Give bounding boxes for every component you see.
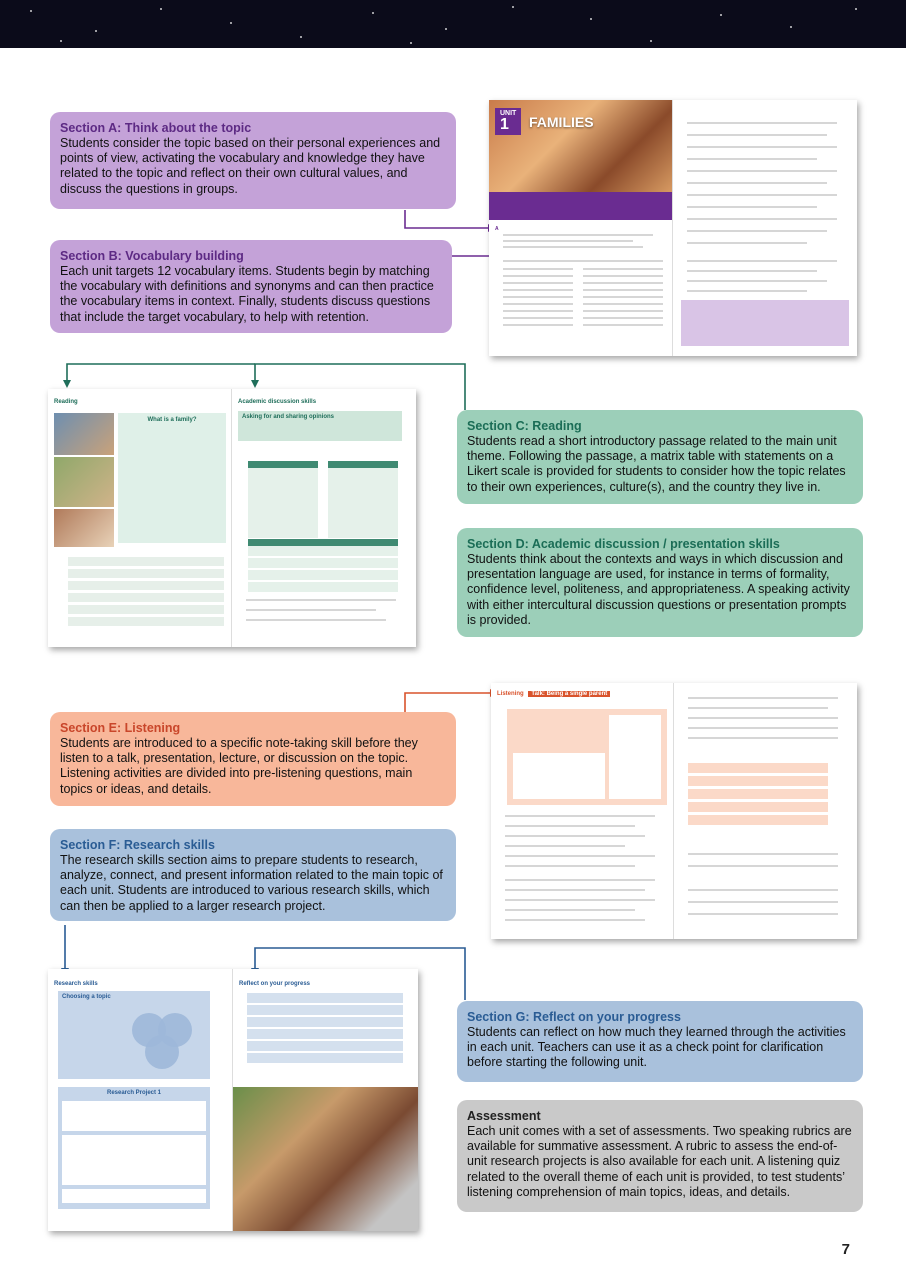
section-f-title: Section F: Research skills <box>60 838 215 852</box>
reading-photo-2 <box>54 457 114 507</box>
section-a-body: Students consider the topic based on their personal experiences and points of view, activating the vocabulary and knowledge they have related to the topic and reflect on their own cultural values, and discuss the questions in groups. <box>60 136 441 196</box>
connector-c2 <box>67 364 255 384</box>
section-c-box <box>457 410 863 504</box>
section-c-body: Students read a short introductory passage related to the main unit theme. Following the passage, a matrix table with statements on a Likert scale is provided for students to consider how the topic relates to their own experiences, culture(s), and the country they live in. <box>467 434 846 494</box>
expressions-table <box>248 539 398 592</box>
listening-spread-thumbnail <box>491 683 857 939</box>
research-reflect-spread-thumbnail <box>48 969 418 1231</box>
outlining-diagram <box>609 715 661 799</box>
unit-title: FAMILIES <box>529 114 594 130</box>
discussion-page <box>232 389 416 647</box>
note-taking-box <box>507 709 667 805</box>
section-c-title: Section C: Reading <box>467 419 582 433</box>
project-step-1 <box>62 1101 206 1131</box>
reading-header: Reading <box>54 399 78 405</box>
reading-photo-3 <box>54 509 114 547</box>
project-step-3 <box>62 1189 206 1203</box>
connector-e <box>405 693 492 712</box>
main-skills-band <box>489 192 672 220</box>
unit-badge <box>495 108 521 135</box>
think-header: A <box>495 226 499 232</box>
section-f-body: The research skills section aims to prepare students to research, analyze, connect, and present information related to the main topic of each unit. Students are introduced to various research skills, which can then be applied to a larger research project. <box>60 853 443 913</box>
sharing-opinions-column <box>328 461 398 538</box>
choosing-topic-box <box>58 991 210 1079</box>
venn-circle-3 <box>145 1035 179 1069</box>
section-b-body: Each unit targets 12 vocabulary items. Students begin by matching the vocabulary with definitions and synonyms and can then practice the vocabulary items in context. Finally, students discuss questions that include the target vocabulary, to help with retention. <box>60 264 434 324</box>
discussion-box <box>238 411 402 441</box>
discussion-box-title: Asking for and sharing opinions <box>242 414 335 420</box>
section-b-box <box>50 240 452 333</box>
unit-label: UNIT <box>500 110 517 117</box>
section-e-box <box>50 712 456 806</box>
assessment-body: Each unit comes with a set of assessments. Two speaking rubrics are available for summative assessment. A rubric to assess the end-of-unit research projects is also available for each unit. A listening quiz related to the overall theme of each unit is provided, to test students’ listening comprehension of main topics, ideas, and details. <box>467 1124 852 1199</box>
mapping-diagram <box>513 753 605 799</box>
reading-page <box>48 389 232 647</box>
reading-discussion-spread-thumbnail <box>48 389 416 647</box>
listening-right-page <box>674 683 857 939</box>
research-header: Research skills <box>54 981 98 987</box>
listening-subtitle: Talk: Being a single parent <box>528 691 610 697</box>
section-g-title: Section G: Reflect on your progress <box>467 1010 681 1024</box>
section-g-box <box>457 1001 863 1082</box>
section-g-body: Students can reflect on how much they learned through the activities in each unit. Teachers can use it as a check point for clarification before starting the following unit. <box>467 1025 846 1070</box>
family-photo-large <box>233 1087 418 1231</box>
section-d-box <box>457 528 863 637</box>
unit-number: 1 <box>500 116 509 133</box>
reading-photo-1 <box>54 413 114 455</box>
assessment-title: Assessment <box>467 1109 541 1123</box>
research-page <box>48 969 233 1231</box>
listening-page <box>491 683 674 939</box>
listening-header <box>497 691 610 697</box>
page-number: 7 <box>841 1241 850 1258</box>
right-page <box>673 100 857 356</box>
connector-a <box>405 210 488 228</box>
listening-header-label: Listening <box>497 691 524 697</box>
left-page <box>489 100 673 356</box>
unit-opener-spread-thumbnail <box>489 100 857 356</box>
section-d-title: Section D: Academic discussion / presentation skills <box>467 537 780 551</box>
reflect-page <box>233 969 418 1231</box>
section-b-title: Section B: Vocabulary building <box>60 249 244 263</box>
asking-opinions-column <box>248 461 318 538</box>
assessment-box <box>457 1100 863 1212</box>
likert-table <box>68 557 224 627</box>
crowd-silhouette-band <box>681 300 849 346</box>
reading-title: What is a family? <box>147 417 197 423</box>
section-e-title: Section E: Listening <box>60 721 181 735</box>
reflect-table <box>247 993 403 1063</box>
research-fill-table <box>688 763 828 827</box>
reading-passage-box <box>118 413 226 543</box>
project-title: Research Project 1 <box>106 1090 162 1096</box>
research-project-box <box>58 1087 210 1209</box>
research-box-title: Choosing a topic <box>62 994 111 1000</box>
section-a-title: Section A: Think about the topic <box>60 121 252 135</box>
section-f-box <box>50 829 456 921</box>
reflect-header: Reflect on your progress <box>239 981 311 987</box>
section-a-box <box>50 112 456 209</box>
section-e-body: Students are introduced to a specific note-taking skill before they listen to a talk, presentation, lecture, or discussion on the topic. Listening activities are divided into pre-listening questions, main topics or ideas, and details. <box>60 736 418 796</box>
section-d-body: Students think about the contexts and ways in which discussion and presentation language are used, for instance in terms of formality, confidence level, politeness, and appropriateness. A speaking activity with either intercultural discussion questions or presentation prompts is provided. <box>467 552 850 627</box>
project-step-2 <box>62 1135 206 1185</box>
discussion-header: Academic discussion skills <box>238 399 317 405</box>
